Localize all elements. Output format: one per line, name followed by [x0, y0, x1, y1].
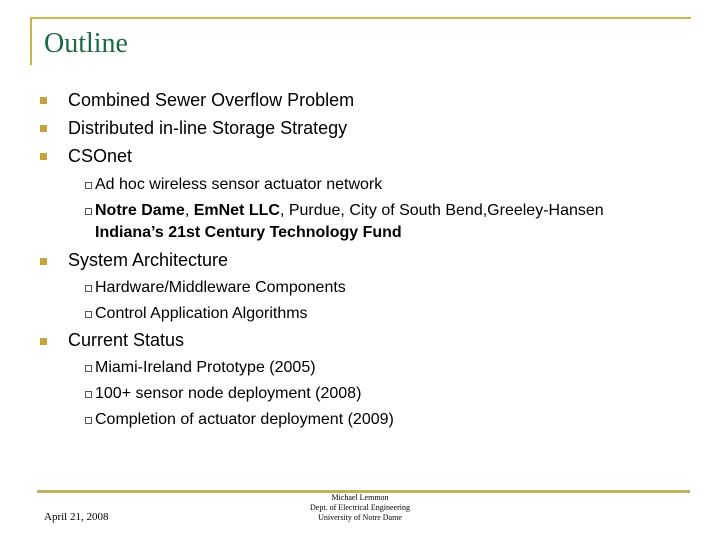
bullet-text: CSOnet [68, 146, 133, 166]
bullet-text: Current Status [68, 330, 185, 350]
bullet-icon [40, 97, 47, 104]
footer-date: April 21, 2008 [44, 511, 109, 523]
partners-rest: , Purdue, City of South Bend,Greeley-Hansen [279, 202, 604, 219]
bullet-text: System Architecture [68, 250, 229, 270]
partner-bold: Notre Dame [95, 202, 185, 219]
sub-bullet-icon [85, 285, 92, 292]
sub-bullet-text-line2: Indiana’s 21st Century Technology Fund [95, 224, 402, 241]
sub-bullet-icon [85, 391, 92, 398]
sub-bullet-text: Control Application Algorithms [95, 305, 308, 322]
sub-bullet-text: 100+ sensor node deployment (2008) [95, 385, 362, 402]
bullet-text: Combined Sewer Overflow Problem [68, 90, 355, 110]
bullet-icon [40, 338, 47, 345]
footer-university: University of Notre Dame [318, 513, 402, 522]
sep: , [184, 202, 194, 219]
sub-bullet-icon [85, 417, 92, 424]
sub-bullet-text: Hardware/Middleware Components [95, 279, 346, 296]
bullet-text: Distributed in-line Storage Strategy [68, 118, 348, 138]
top-rule [30, 17, 691, 19]
bullet-icon [40, 125, 47, 132]
footer-dept: Dept. of Electrical Engineering [310, 503, 410, 512]
bullet-icon [40, 258, 47, 265]
sub-bullet-icon [85, 208, 92, 215]
slide-title: Outline [44, 28, 128, 59]
sub-bullet-text: Ad hoc wireless sensor actuator network [95, 176, 383, 193]
sub-bullet-icon [85, 311, 92, 318]
footer-author-block [280, 493, 440, 523]
partner-bold: EmNet LLC [193, 202, 280, 219]
sub-bullet-text [95, 202, 604, 220]
left-rule [30, 17, 32, 65]
sub-bullet-icon [85, 365, 92, 372]
bullet-icon [40, 153, 47, 160]
sub-bullet-text: Miami-Ireland Prototype (2005) [95, 359, 316, 376]
sub-bullet-text: Completion of actuator deployment (2009) [95, 411, 394, 428]
footer-author: Michael Lemmon [331, 493, 389, 502]
sub-bullet-icon [85, 182, 92, 189]
